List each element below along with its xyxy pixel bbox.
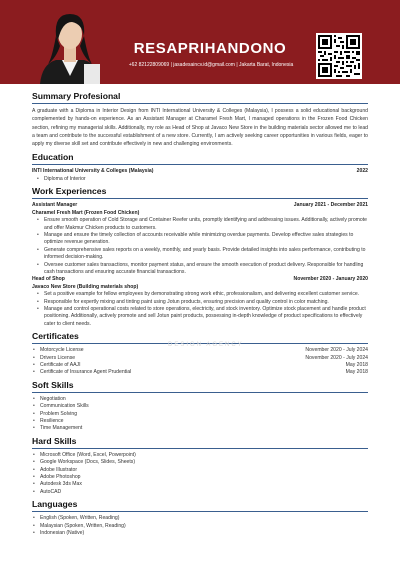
- job-bullets: [32, 291, 368, 328]
- job-header: [32, 202, 368, 209]
- list-item: • Drivers License November 2020 - July 2024: [32, 355, 368, 362]
- section-divider: [32, 164, 368, 165]
- list-item: • Manage and control operational costs related to store operations, electricity, and stock inventory. Optimize stock placement and handle product positioning. Additionally, actively promote and sell Jotun paint products, possessing in-depth knowledge of product specifications to effectively cater to client needs.: [32, 306, 368, 328]
- certificates-list: [32, 347, 368, 377]
- header-banner: [0, 0, 400, 84]
- section-title-soft-skills: Soft Skills: [32, 379, 74, 390]
- summary-text: A graduate with a Diploma in Interior Design from INTI International University & Colleges (Malaysia), I possess a solid educational background complemented by hands-on experience. As an Assistant Manager at Charamel Fresh Mart, I managed operations in the Frozen Food Chicken section, refining my managerial skills. Additionally, my role as Head of Shop at Javaco New Store in the building materials sector allowed me to lead a team and contribute to the successful establishment of a new store. Currently, I am actively seeking career opportunities in various fields, eager to apply my diverse skill set and contribute effectively in new and challenging environments.: [32, 108, 368, 148]
- list-item: • Certificate of Insurance Agent Prudential May 2018: [32, 369, 368, 376]
- list-item: • Certificate of AAJI May 2018: [32, 362, 368, 369]
- list-item: • Diploma of Interior: [32, 176, 368, 183]
- languages-section: [32, 499, 368, 537]
- section-title-summary: Summary Profesional: [32, 91, 121, 101]
- section-title-education: Education: [32, 152, 74, 163]
- profile-photo: [32, 6, 108, 84]
- list-item: • Ensure smooth operation of Cold Storage and Container Reefer units, promptly identifying and addressing issues. Additionally, actively promote and offer Makmur Chicken products to customers.: [32, 217, 368, 232]
- soft-skills-section: [32, 380, 368, 433]
- list-item: • Google Workspace (Docs, Slides, Sheets): [32, 459, 368, 466]
- education-school: INTI International University & Colleges (Malaysia): [32, 168, 154, 175]
- list-item: • Autodesk 3ds Max: [32, 481, 368, 488]
- job-role: Head of Shop: [32, 276, 65, 283]
- list-item: • Resilience: [32, 418, 368, 425]
- hard-skills-list: [32, 452, 368, 496]
- section-divider: [32, 198, 368, 199]
- contact-line: +62 82122809069 | jasadesaincv.id@gmail.com | Jakarta Barat, Indonesia: [128, 62, 294, 68]
- list-item: • Generate comprehensive sales reports on a weekly, monthly, and yearly basis. Provide detailed insights into sales performance, contributing to informed decision-making.: [32, 247, 368, 262]
- soft-skills-list: [32, 396, 368, 433]
- section-divider: [32, 392, 368, 393]
- list-item: • Indonesian (Native): [32, 530, 368, 537]
- section-divider: [32, 511, 368, 512]
- languages-list: [32, 515, 368, 537]
- job-period: January 2021 - December 2021: [293, 202, 368, 209]
- list-item: • Adobe Photoshop: [32, 474, 368, 481]
- section-divider: [32, 103, 368, 104]
- list-item: • Oversee customer sales transactions, monitor payment status, and ensure the smooth execution of product delivery. Responsible for handling cash transactions and ensuring accurate financial transactions.: [32, 262, 368, 277]
- list-item: • Adobe Illustrator: [32, 467, 368, 474]
- certificates-section: [32, 331, 368, 377]
- education-row: [32, 168, 368, 175]
- summary-section: [32, 91, 368, 148]
- job-period: November 2020 - January 2020: [293, 276, 368, 283]
- list-item: • Manage and ensure the timely collection of accounts receivable while minimizing overdue payments. Develop effective sales strategies to optimize revenue generation.: [32, 232, 368, 247]
- job-entry: [32, 202, 368, 276]
- resume-content: [32, 86, 368, 538]
- watermark: DESIGN AGENCY: [168, 342, 244, 348]
- section-title-hard-skills: Hard Skills: [32, 435, 77, 446]
- section-title-work: Work Experiences: [32, 186, 107, 197]
- section-divider: [32, 448, 368, 449]
- list-item: • Negotiation: [32, 396, 368, 403]
- list-item: • Microsoft Office (Word, Excel, Powerpoint): [32, 452, 368, 459]
- list-item: • Time Management: [32, 425, 368, 432]
- job-role: Assistant Manager: [32, 202, 78, 209]
- job-entry: [32, 276, 368, 328]
- education-year: 2022: [356, 168, 368, 175]
- education-list: [32, 176, 368, 183]
- list-item: • English (Spoken, Written, Reading): [32, 515, 368, 522]
- list-item: • Problem Solving: [32, 411, 368, 418]
- hard-skills-section: [32, 436, 368, 496]
- work-section: [32, 186, 368, 328]
- job-company: Javaco New Store (Building materials shop): [32, 283, 139, 290]
- section-title-languages: Languages: [32, 499, 78, 510]
- job-company: Charamel Fresh Mart (Frozen Food Chicken): [32, 209, 140, 216]
- list-item: • Malaysian (Spoken, Written, Reading): [32, 523, 368, 530]
- list-item: • Responsible for expertly mixing and tinting paint using Jotun products, ensuring precision and quality control in color matching.: [32, 299, 368, 306]
- list-item: • Communication Skills: [32, 403, 368, 410]
- job-bullets: [32, 217, 368, 276]
- job-header: [32, 276, 368, 283]
- qr-code: [316, 33, 362, 79]
- list-item: • Motorcycle License November 2020 - July 2024: [32, 347, 368, 354]
- education-section: [32, 152, 368, 183]
- list-item: • AutoCAD: [32, 489, 368, 496]
- section-title-certificates: Certificates: [32, 331, 79, 342]
- candidate-name: RESAPRIHANDONO: [133, 40, 287, 57]
- list-item: • Set a positive example for fellow employees by demonstrating strong work ethic, professionalism, and delivering excellent customer service.: [32, 291, 368, 298]
